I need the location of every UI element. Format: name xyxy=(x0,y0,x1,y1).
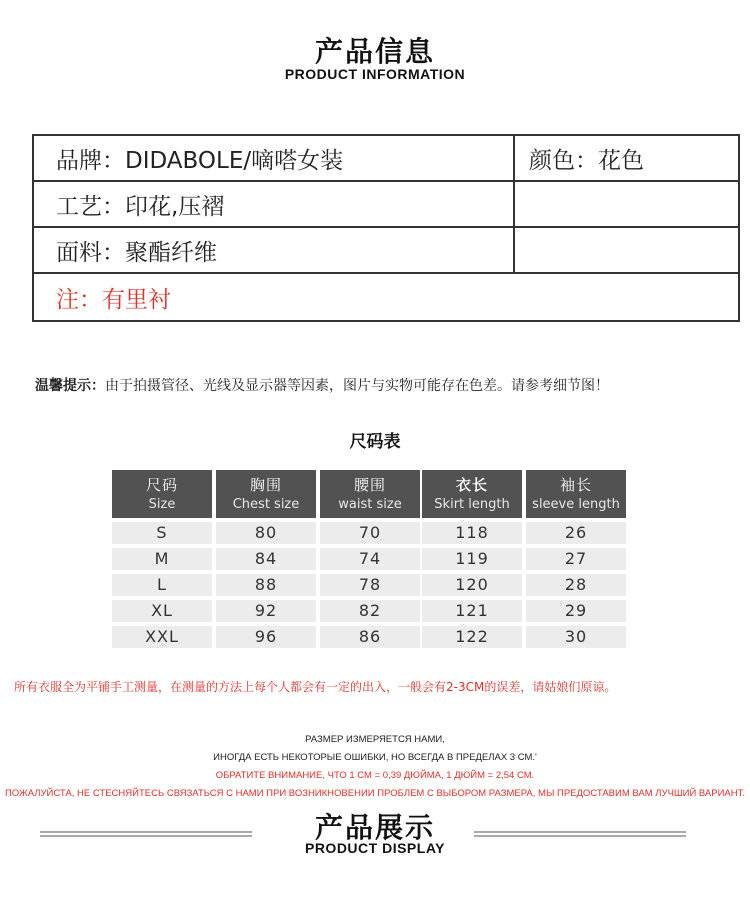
size-column xyxy=(112,470,212,648)
column-header-cn: 袖长 xyxy=(559,476,592,494)
column-header-en: Size xyxy=(148,497,176,512)
table-cell: 80 xyxy=(216,522,316,544)
table-cell: 96 xyxy=(216,626,316,648)
column-header-en: Skirt length xyxy=(434,497,510,512)
table-cell: 74 xyxy=(320,548,420,570)
skirt-length-column xyxy=(422,470,522,648)
column-header-en: sleeve length xyxy=(532,497,620,512)
column-header xyxy=(112,470,212,518)
column-header-cn: 尺码 xyxy=(145,476,178,494)
table-cell: 70 xyxy=(320,522,420,544)
color-cell: 颜色：花色 xyxy=(514,135,739,181)
russian-note-line-4: ПОЖАЛУЙСТА, НЕ СТЕСНЯЙТЕСЬ СВЯЗАТЬСЯ С НАМИ ПРИ ВОЗНИКНОВЕНИИ ПРОБЛЕМ С ВЫБОРОМ РАЗМЕРА, МЫ ПРЕДОСТАВИМ ВАМ ЛУЧШИЙ ВАРИАНТ. xyxy=(4,788,746,799)
tip-text: 由于拍摄管径、光线及显示器等因素，图片与实物可能存在色差。请参考细节图！ xyxy=(105,378,609,394)
column-header-cn: 腰围 xyxy=(353,476,386,494)
chest-column xyxy=(216,470,316,648)
table-cell: 121 xyxy=(422,600,522,622)
column-header xyxy=(422,470,522,518)
russian-note-line-3: ОБРАТИТЕ ВНИМАНИЕ, ЧТО 1 СМ = 0,39 ДЮЙМА, 1 ДЮЙМ = 2,54 СМ. xyxy=(215,770,535,781)
empty-cell xyxy=(514,227,739,273)
column-header-en: waist size xyxy=(338,497,402,512)
table-cell: 78 xyxy=(320,574,420,596)
brand-cell: 品牌：DIDABOLE/嘀嗒女装 xyxy=(33,135,514,181)
sleeve-length-column xyxy=(526,470,626,648)
tip-label: 温馨提示： xyxy=(35,378,105,394)
waist-column xyxy=(320,470,420,648)
table-cell: 84 xyxy=(216,548,316,570)
product-display-subtitle: PRODUCT DISPLAY xyxy=(304,840,445,856)
column-header xyxy=(320,470,420,518)
product-info-subtitle: PRODUCT INFORMATION xyxy=(284,66,466,82)
table-cell: L xyxy=(112,574,212,596)
column-header xyxy=(216,470,316,518)
russian-note-line-1: РАЗМЕР ИЗМЕРЯЕТСЯ НАМИ, xyxy=(305,734,445,745)
size-table-title: 尺码表 xyxy=(349,432,401,452)
craft-cell: 工艺：印花,压褶 xyxy=(33,181,514,227)
table-cell: 120 xyxy=(422,574,522,596)
column-header-cn: 胸围 xyxy=(249,476,282,494)
table-cell: 118 xyxy=(422,522,522,544)
column-header-cn: 衣长 xyxy=(455,476,488,494)
table-cell: XL xyxy=(112,600,212,622)
column-header-en: Chest size xyxy=(232,497,300,512)
table-cell: 30 xyxy=(526,626,626,648)
table-cell: M xyxy=(112,548,212,570)
empty-cell xyxy=(514,181,739,227)
table-cell: 122 xyxy=(422,626,522,648)
table-cell: S xyxy=(112,522,212,544)
product-info-table xyxy=(32,134,740,322)
product-display-title: 产品展示 xyxy=(314,811,435,844)
table-cell: 29 xyxy=(526,600,626,622)
table-cell: 28 xyxy=(526,574,626,596)
table-cell: 86 xyxy=(320,626,420,648)
table-cell: 82 xyxy=(320,600,420,622)
column-header xyxy=(526,470,626,518)
table-cell: 92 xyxy=(216,600,316,622)
table-cell: 27 xyxy=(526,548,626,570)
russian-note-line-2: ИНОГДА ЕСТЬ НЕКОТОРЫЕ ОШИБКИ, НО ВСЕГДА В ПРЕДЕЛАХ 3 СМ.' xyxy=(213,752,537,763)
table-cell: 119 xyxy=(422,548,522,570)
table-cell: 88 xyxy=(216,574,316,596)
table-cell: 26 xyxy=(526,522,626,544)
measurement-disclaimer: 所有衣服全为平铺手工测量，在测量的方法上每个人都会有一定的出入，一般会有2-3CM的误差，请姑娘们原谅。 xyxy=(14,680,617,694)
lining-note: 注：有里衬 xyxy=(33,273,739,321)
fabric-cell: 面料：聚酯纤维 xyxy=(33,227,514,273)
table-cell: XXL xyxy=(112,626,212,648)
color-difference-tip xyxy=(35,375,609,395)
product-info-title: 产品信息 xyxy=(314,35,435,68)
